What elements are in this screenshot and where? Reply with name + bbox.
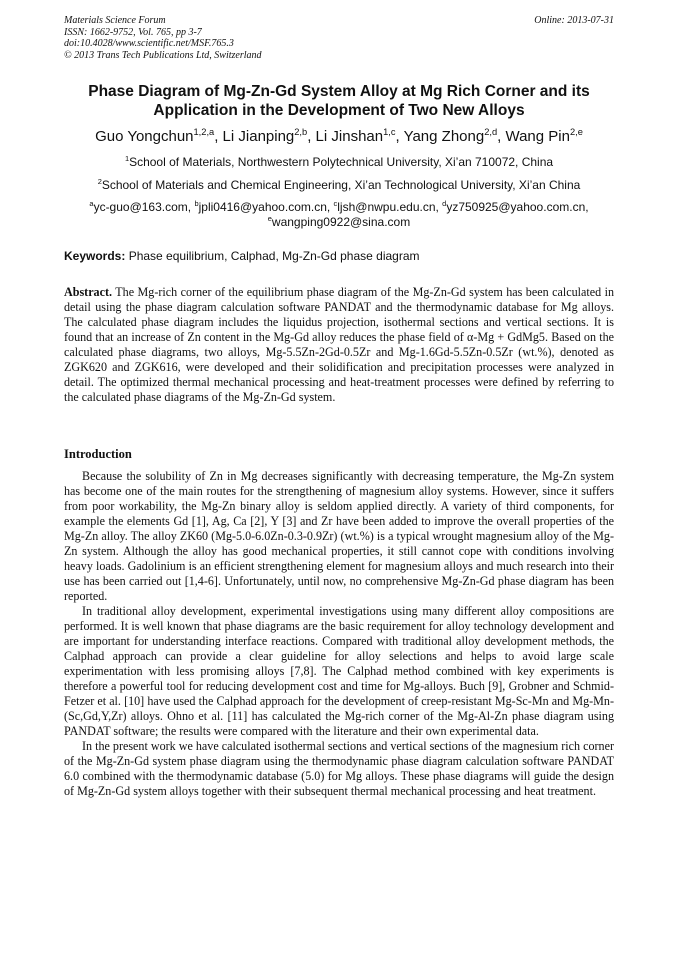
- affiliation-text: School of Materials and Chemical Engineering, Xi’an Technological University, Xi’an China: [101, 178, 581, 192]
- email-address: jpli0416@yahoo.com.cn,: [198, 200, 334, 214]
- affiliation-2: [40, 178, 638, 193]
- author-name: Yang Zhong: [403, 128, 485, 145]
- author-name: Wang Pin: [505, 128, 570, 145]
- email-sup: c: [333, 199, 338, 208]
- email-line-2: [40, 215, 638, 230]
- issn-line: ISSN: 1662-9752, Vol. 765, pp 3-7: [64, 26, 202, 38]
- affiliation-sup: 2: [97, 177, 102, 186]
- author-name: Guo Yongchun: [95, 128, 194, 145]
- author-sup: 2,b: [294, 127, 308, 137]
- author-sup: 2,d: [484, 127, 498, 137]
- affiliation-1: [40, 155, 638, 170]
- journal-name: Materials Science Forum: [64, 15, 166, 26]
- author-sup: 1,c: [383, 127, 396, 137]
- email-address: ljsh@nwpu.edu.cn,: [337, 200, 443, 214]
- email-address: yz750925@yahoo.com.cn,: [446, 200, 589, 214]
- paragraph: In the present work we have calculated isothermal sections and vertical sections of the magnesium rich corner of the Mg-Zn-Gd system phase diagram using the thermodynamic phase diagram calculation software PANDAT 6.0 combined with the thermodynamic database (5.0) for Mg alloys. These phase diagrams will guide the design of Mg-Zn-Gd system alloys together with their subsequent thermal mechanical processing and heat treatment.: [64, 739, 614, 798]
- title-line-1: Phase Diagram of Mg-Zn-Gd System Alloy at Mg Rich Corner and its: [88, 83, 590, 100]
- email-sup: a: [89, 199, 94, 208]
- paragraph: In traditional alloy development, experimental investigations using many different alloy compositions are performed. It is well known that phase diagrams are the basic requirement for alloy technology development and are important for understanding interface reactions. Compared with traditional alloy development methods, the Calphad approach can provide a clear guideline for alloy selections and helps to avoid large scale experimentation with less promising alloys [7,8]. The Calphad method combined with key experiments is therefore a powerful tool for reducing development cost and time for Mg-alloys. Buch [9], Grobner and Schmid-Fetzer et al. [10] have used the Calphad approach for the development of creep-resistant Mg-Sc-Mn and Mg-Mn-(Sc,Gd,Y,Zr) alloys. Ohno et al. [11] has calculated the Mg-rich corner of the Mg-Al-Zn phase diagram using PANDAT software; the results were compared with the literature and their own experimental data.: [64, 604, 614, 738]
- affiliation-sup: 1: [124, 154, 130, 163]
- title-line-2: Application in the Development of Two New Alloys: [153, 102, 525, 119]
- email-address: yc-guo@163.com,: [93, 200, 195, 214]
- affiliation-text: School of Materials, Northwestern Polytechnical University, Xi’an 710072, China: [129, 155, 554, 169]
- email-sup: b: [194, 199, 199, 208]
- abstract: [64, 285, 614, 405]
- paper-title: [64, 82, 614, 120]
- online-date: Online: 2013-07-31: [534, 15, 614, 26]
- section-heading-introduction: Introduction: [64, 447, 132, 461]
- abstract-text: The Mg-rich corner of the equilibrium phase diagram of the Mg-Zn-Gd system has been calculated in detail using the phase diagram calculation software PANDAT and the thermodynamic database for Mg alloys. The calculated phase diagram includes the liquidus projection, isothermal sections and vertical sections. It is found that an increase of Zn content in the Mg-Gd alloy reduces the phase field of α-Mg + GdMg5. Based on the calculated phase diagrams, two alloys, Mg-5.5Zn-2Gd-0.5Zr and Mg-1.6Gd-5.5Zn-0.5Zr (wt.%), denoted as ZGK620 and ZGK616, were developed and their solidification and precipitation processes were analyzed in detail. The optimized thermal mechanical processing and heat-treatment processes were defined by referring to the calculated phase diagrams of the Mg-Zn-Gd system.: [64, 285, 614, 404]
- paragraph: Because the solubility of Zn in Mg decreases significantly with decreasing temperature, the Mg-Zn system has become one of the main routes for the strengthening of magnesium alloy systems. However, since it suffers from poor workability, the Mg-Zn binary alloy is seldom applied directly. A variety of third components, for example the elements Gd [1], Ag, Ca [2], Y [3] and Zr have been added to improve the overall properties of the Mg-Zn alloy. The alloy ZK60 (Mg-5.0-6.0Zn-0.3-0.9Zr) (wt.%) is a typical wrought magnesium alloy of the Mg-Zn system. Although the alloy has good mechanical properties, it still cannot cope with conditions involving heavy loads. Gadolinium is an efficient strengthening element for magnesium alloys and much research into their use has been carried out [1,4-6]. Unfortunately, until now, no comprehensive Mg-Zn-Gd phase diagram has been reported.: [64, 469, 614, 603]
- author-sup: 2,e: [569, 127, 583, 137]
- email-list: [40, 200, 638, 230]
- author-sup: 1,2,a: [193, 127, 215, 137]
- email-address: wangping0922@sina.com: [271, 215, 411, 229]
- doi-line: doi:10.4028/www.scientific.net/MSF.765.3: [64, 38, 234, 49]
- author-name: Li Jinshan: [315, 128, 384, 145]
- email-sup: e: [267, 214, 272, 223]
- author-list: Guo Yongchun$^{1,2,a}$, Li Jianping$^{2,b}$, Li Jinshan$^{1,c}$, Yang Zhong$^{2,d}$, Wang Pin$^{2,e}$: [95, 127, 583, 145]
- keywords-label: Keywords:: [64, 249, 126, 263]
- abstract-label: Abstract.: [64, 285, 113, 299]
- keywords: [64, 249, 614, 264]
- copyright-line: © 2013 Trans Tech Publications Ltd, Switzerland: [64, 49, 262, 61]
- journal-header: [64, 15, 614, 61]
- keywords-text: Phase equilibrium, Calphad, Mg-Zn-Gd phase diagram: [125, 249, 420, 263]
- author-name: Li Jianping: [222, 128, 295, 145]
- introduction-body: [64, 469, 614, 799]
- email-sup: d: [442, 199, 447, 208]
- email-line-1: [40, 200, 638, 215]
